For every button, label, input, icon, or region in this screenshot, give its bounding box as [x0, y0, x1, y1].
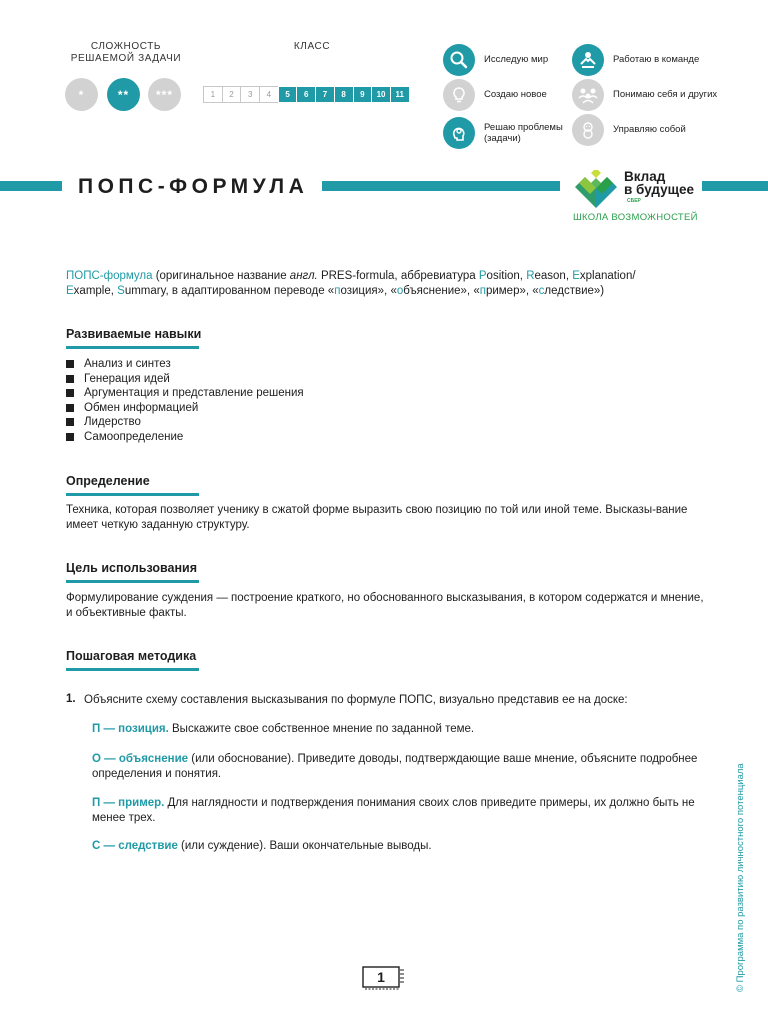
team-hands-icon — [572, 44, 604, 76]
list-item: Аргументация и представление решения — [66, 386, 304, 401]
logo-line-1: Вклад — [624, 169, 666, 184]
sber-label: СБЕР — [627, 198, 641, 204]
list-item: Самоопределение — [66, 430, 304, 445]
section-underline — [66, 493, 199, 496]
letter-s-ru: с — [538, 285, 545, 297]
intro-text: xplanation/ — [579, 270, 636, 282]
skill-self-manage — [572, 114, 686, 146]
page-title: ПОПС-ФОРМУЛА — [78, 175, 309, 198]
formula-item-explanation — [92, 752, 704, 782]
intro-text: osition, — [486, 270, 527, 282]
difficulty-label: СЛОЖНОСТЬ РЕШАЕМОЙ ЗАДАЧИ — [70, 41, 182, 64]
step-number: 1. — [66, 693, 76, 705]
definition-section-title: Определение — [66, 474, 150, 488]
skill-label: Работаю в команде — [613, 54, 700, 66]
formula-item-position — [92, 722, 704, 737]
intro-text: (оригинальное название — [152, 270, 290, 282]
logo-line-2: в будущее — [624, 182, 695, 197]
grade-scale — [203, 86, 409, 103]
grade-4: 4 — [259, 86, 279, 103]
list-item: Обмен информацией — [66, 401, 304, 416]
lightbulb-icon — [443, 79, 475, 111]
letter-e: E — [572, 270, 580, 282]
skill-label: Создаю новое — [484, 89, 547, 101]
grade-10: 10 — [371, 86, 391, 103]
magnifier-icon — [443, 44, 475, 76]
goal-text: Формулирование суждения — построение краткого, но обоснованного высказывания, в котором содержатся и мнение, и объективные факты. — [66, 592, 704, 619]
intro-term: ПОПС-формула — [66, 270, 153, 282]
letter-p-ru: п — [334, 285, 341, 297]
letter-r: R — [526, 270, 535, 282]
intro-text: PRES-formula, аббревиатура — [317, 270, 479, 282]
intro-engl: англ. — [289, 270, 318, 282]
skill-create — [443, 79, 547, 111]
grade-5: 5 — [278, 86, 298, 103]
emotion-faces-icon — [572, 114, 604, 146]
skills-section-title: Развиваемые навыки — [66, 327, 202, 341]
grade-9: 9 — [353, 86, 373, 103]
intro-paragraph — [66, 269, 706, 299]
people-icon — [572, 79, 604, 111]
intro-text: eason, — [534, 270, 573, 282]
grade-2: 2 — [222, 86, 242, 103]
definition-text: Техника, которая позволяет ученику в сжатой форме выразить свою позицию по той или иной теме. Высказы-вание имеет четкую заданную структуру. — [66, 504, 688, 531]
formula-text: (или обоснование). Приведите доводы, подтверждающие ваше мнение, объясните подробнее определения и понятия. — [92, 753, 698, 780]
formula-item-example — [92, 796, 704, 826]
page-number: 1 — [377, 969, 385, 985]
list-item: Лидерство — [66, 415, 304, 430]
step-text: Объясните схему составления высказывания по формуле ПОПС, визуально представив ее на доске: — [84, 694, 628, 706]
section-underline — [66, 580, 199, 583]
skill-explore — [443, 44, 548, 76]
formula-key: С — следствие — [92, 840, 178, 852]
grade-3: 3 — [240, 86, 260, 103]
school-label: ШКОЛА ВОЗМОЖНОСТЕЙ — [573, 212, 698, 223]
skill-understand — [572, 79, 717, 111]
intro-text: ример», « — [485, 285, 539, 297]
intro-text: ледствие») — [544, 285, 605, 297]
letter-e: E — [66, 285, 74, 297]
brain-gear-icon — [443, 117, 475, 149]
grade-6: 6 — [296, 86, 316, 103]
skill-solve — [443, 117, 574, 149]
vklad-logo-heart-icon — [573, 170, 619, 210]
formula-item-consequence — [92, 839, 704, 854]
letter-s: S — [117, 285, 125, 297]
grade-11: 11 — [390, 86, 410, 103]
formula-text: (или суждение). Ваши окончательные выводы. — [177, 840, 432, 852]
skill-teamwork — [572, 44, 699, 76]
formula-key: П — позиция. — [92, 723, 169, 735]
skills-list — [66, 357, 304, 445]
title-band-middle — [322, 181, 560, 191]
copyright-side-text: © Программа по развитию личностного потенциала — [735, 763, 746, 992]
difficulty-level-2: ** — [107, 78, 140, 111]
section-underline — [66, 668, 199, 671]
difficulty-level-1: * — [65, 78, 98, 111]
title-band-right — [702, 181, 768, 191]
goal-section-title: Цель использования — [66, 561, 198, 575]
formula-text: Для наглядности и подтверждения понимания своих слов приведите примеры, их должно быть не менее трех. — [92, 797, 695, 824]
class-label: КЛАСС — [293, 41, 331, 52]
letter-o-ru: о — [396, 285, 404, 297]
grade-1: 1 — [203, 86, 223, 103]
title-band-left — [0, 181, 62, 191]
formula-key: П — пример. — [92, 797, 165, 809]
intro-text: озиция», « — [340, 285, 397, 297]
formula-text: Выскажите свое собственное мнение по заданной теме. — [168, 723, 475, 735]
formula-key: О — объяснение — [92, 753, 189, 765]
letter-p: P — [478, 270, 487, 282]
letter-p-ru: п — [479, 285, 486, 297]
skill-label: Исследую мир — [484, 54, 549, 66]
list-item: Генерация идей — [66, 372, 304, 387]
section-underline — [66, 346, 199, 349]
skill-label: Управляю собой — [613, 124, 686, 136]
logo-text — [624, 170, 694, 196]
intro-text: бъяснение», « — [403, 285, 480, 297]
method-section-title: Пошаговая методика — [66, 649, 197, 663]
book-icon — [362, 966, 406, 992]
skill-label: Понимаю себя и других — [613, 89, 718, 101]
skill-label: Решаю проблемы (задачи) — [484, 121, 563, 144]
intro-text: xample, — [73, 285, 118, 297]
grade-7: 7 — [315, 86, 335, 103]
intro-text: ummary, в адаптированном переводе « — [124, 285, 335, 297]
difficulty-level-3: *** — [148, 78, 181, 111]
page-number-badge — [362, 966, 406, 992]
list-item: Анализ и синтез — [66, 357, 304, 372]
grade-8: 8 — [334, 86, 354, 103]
